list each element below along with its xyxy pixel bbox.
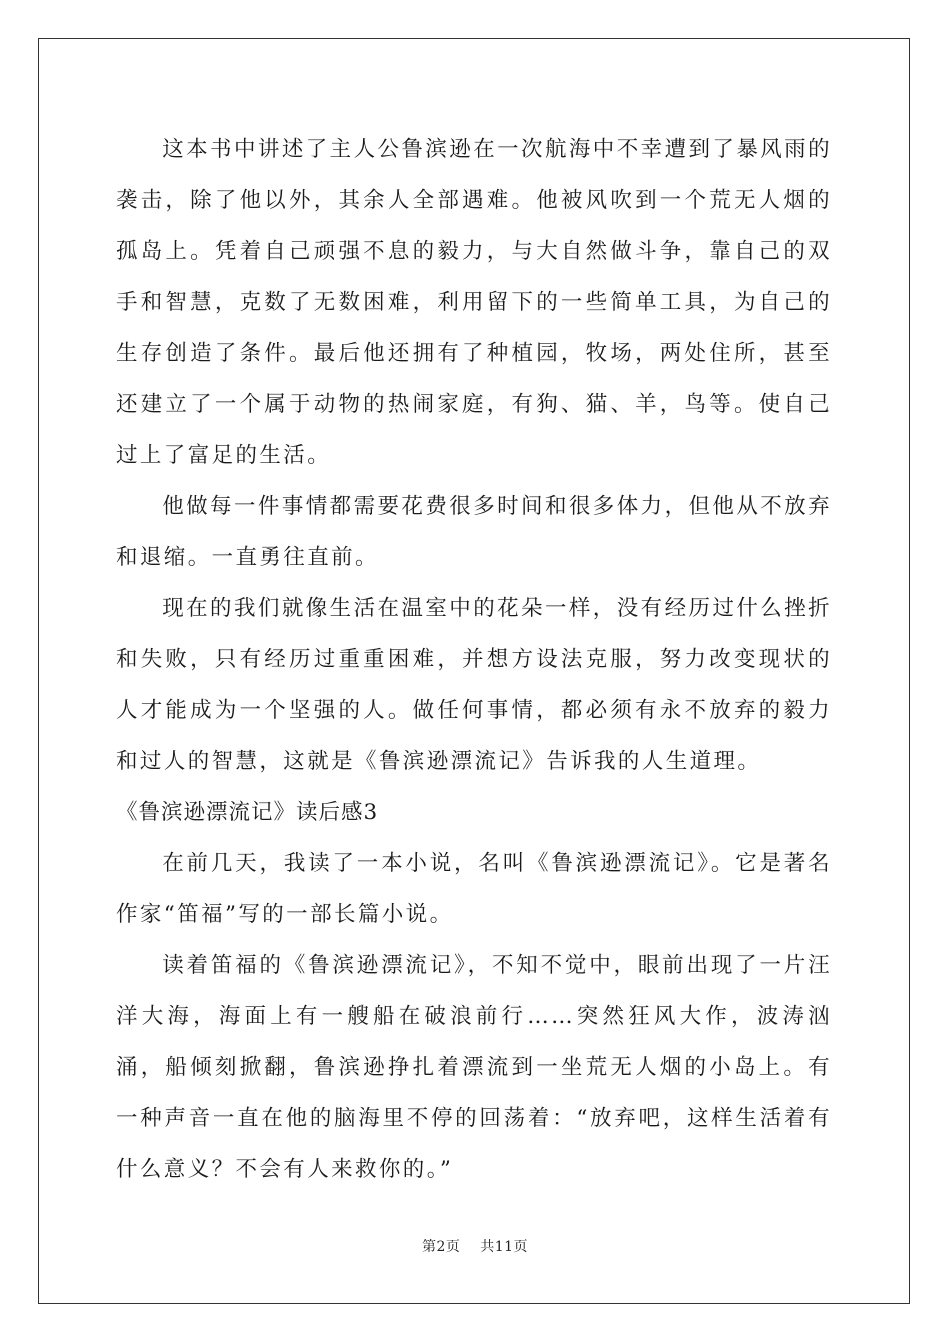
- document-body: [116, 124, 832, 1195]
- page-footer: [0, 1236, 950, 1256]
- page-total: 共11页: [480, 1239, 529, 1255]
- paragraph: 现在的我们就像生活在温室中的花朵一样，没有经历过什么挫折和失败，只有经历过重重困难，并想方设法克服，努力改变现状的人才能成为一个坚强的人。做任何事情，都必须有永不放弃的毅力和过人的智慧，这就是《鲁滨逊漂流记》告诉我的人生道理。: [116, 596, 832, 774]
- page-number: 第2页: [421, 1239, 461, 1255]
- paragraph: 读着笛福的《鲁滨逊漂流记》，不知不觉中，眼前出现了一片汪洋大海，海面上有一艘船在破浪前行……突然狂风大作，波涛汹涌，船倾刻掀翻，鲁滨逊挣扎着漂流到一坐荒无人烟的小岛上。有一种声音一直在他的脑海里不停的回荡着：“放弃吧，这样生活着有什么意义？不会有人来救你的。”: [116, 953, 832, 1182]
- paragraph: 他做每一件事情都需要花费很多时间和很多体力，但他从不放弃和退缩。一直勇往直前。: [116, 494, 832, 570]
- section-heading: 《鲁滨逊漂流记》读后感3: [116, 800, 379, 825]
- paragraph: 在前几天，我读了一本小说，名叫《鲁滨逊漂流记》。它是著名作家“笛福”写的一部长篇小说。: [116, 851, 832, 927]
- paragraph: 这本书中讲述了主人公鲁滨逊在一次航海中不幸遭到了暴风雨的袭击，除了他以外，其余人全部遇难。他被风吹到一个荒无人烟的孤岛上。凭着自己顽强不息的毅力，与大自然做斗争，靠自己的双手和智慧，克数了无数困难，利用留下的一些简单工具，为自己的生存创造了条件。最后他还拥有了种植园，牧场，两处住所，甚至还建立了一个属于动物的热闹家庭，有狗、猫、羊，鸟等。使自己过上了富足的生活。: [116, 137, 832, 468]
